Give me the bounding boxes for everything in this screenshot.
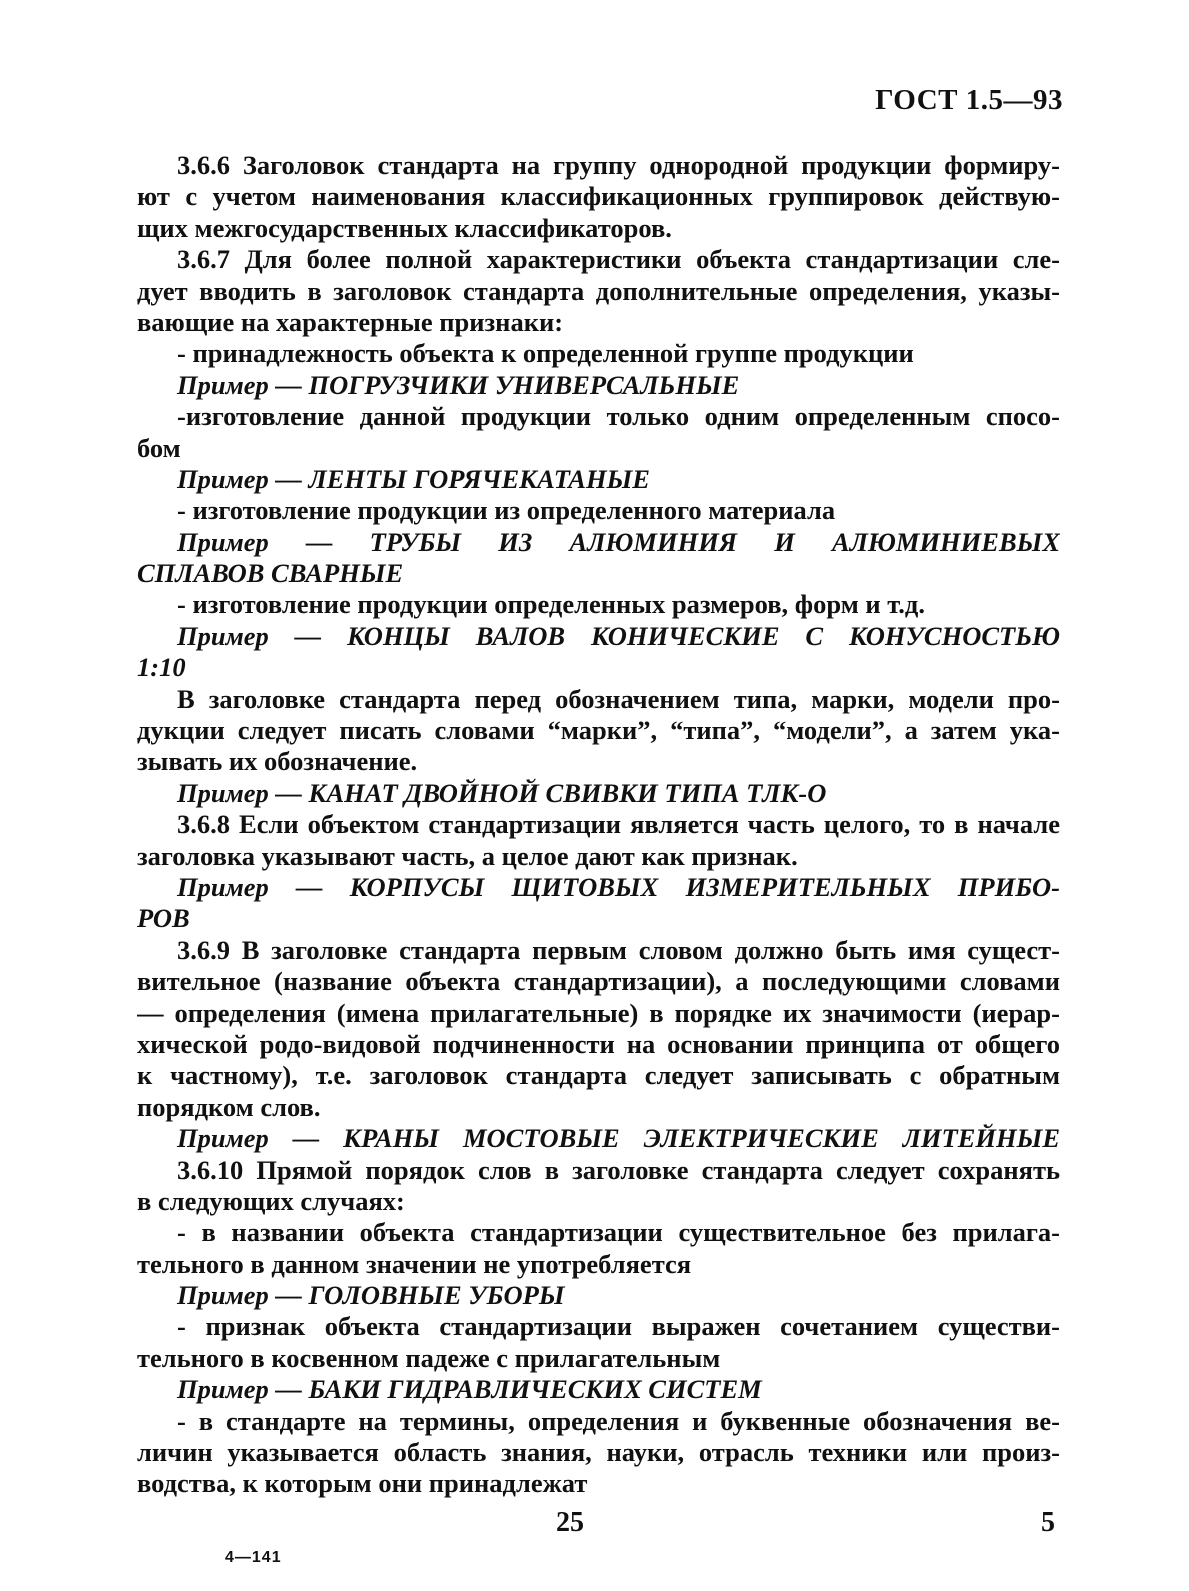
text-line: бом	[137, 432, 181, 463]
print-code: 4—141	[225, 1549, 282, 1566]
text-line: зывать их обозначение.	[137, 746, 418, 777]
text-line: 3.6.10 Прямой порядок слов в заголовке стандарта следует сохранять	[177, 1154, 1060, 1185]
text-line: — определения (имена прилагательные) в порядке их значимости (иерар-	[137, 997, 1060, 1028]
text-line: вительное (название объекта стандартизации), а последующими словами	[137, 966, 1060, 997]
text-line: - принадлежность объекта к определенной группе продукции	[177, 338, 914, 369]
text-line: дукции следует писать словами “марки”, “типа”, “модели”, а затем ука-	[137, 715, 1060, 746]
document-id-header: ГОСТ 1.5—93	[875, 84, 1063, 116]
text-line: порядком слов.	[137, 1091, 321, 1122]
example-line: Пример — ЛЕНТЫ ГОРЯЧЕКАТАНЫЕ	[177, 463, 650, 494]
text-line: к частному), т.е. заголовок стандарта следует записывать с обратным	[137, 1060, 1060, 1091]
text-line: в следующих случаях:	[137, 1185, 405, 1216]
example-line: Пример — КРАНЫ МОСТОВЫЕ ЭЛЕКТРИЧЕСКИЕ ЛИТЕЙНЫЕ	[177, 1123, 1060, 1154]
text-line: дует вводить в заголовок стандарта дополнительные определения, указы-	[137, 275, 1060, 306]
example-line: Пример — БАКИ ГИДРАВЛИЧЕСКИХ СИСТЕМ	[177, 1374, 762, 1405]
body-text	[137, 150, 1060, 1500]
text-line: -изготовление данной продукции только одним определенным спосо-	[177, 401, 1060, 432]
text-line: - в названии объекта стандартизации существительное без прилага-	[177, 1217, 1060, 1248]
example-line: 1:10	[137, 652, 186, 683]
page-number-center: 25	[556, 1507, 584, 1538]
example-line: РОВ	[137, 903, 190, 934]
example-line: Пример — КОРПУСЫ ЩИТОВЫХ ИЗМЕРИТЕЛЬНЫХ ПРИБО-	[177, 871, 1060, 902]
text-line: вающие на характерные признаки:	[137, 306, 564, 337]
text-line: 3.6.8 Если объектом стандартизации является часть целого, то в начале	[177, 809, 1060, 840]
example-line: Пример — ПОГРУЗЧИКИ УНИВЕРСАЛЬНЫЕ	[177, 369, 740, 400]
text-line: щих межгосударственных классификаторов.	[137, 212, 672, 243]
text-line: 3.6.7 Для более полной характеристики объекта стандартизации сле-	[177, 244, 1060, 275]
text-line: - изготовление продукции из определенного материала	[177, 495, 836, 526]
example-line: Пример — КОНЦЫ ВАЛОВ КОНИЧЕСКИЕ С КОНУСНОСТЬЮ	[177, 620, 1060, 651]
example-line: Пример — КАНАТ ДВОЙНОЙ СВИВКИ ТИПА ТЛК-О	[177, 777, 827, 808]
text-line: личин указывается область знания, науки, отрасль техники или произ-	[137, 1437, 1060, 1468]
text-line: - признак объекта стандартизации выражен сочетанием существи-	[177, 1311, 1060, 1342]
text-line: 3.6.9 В заголовке стандарта первым словом должно быть имя сущест-	[177, 934, 1060, 965]
example-line: Пример — ТРУБЫ ИЗ АЛЮМИНИЯ И АЛЮМИНИЕВЫХ	[177, 526, 1060, 557]
text-line: заголовка указывают часть, а целое дают как признак.	[137, 840, 798, 871]
example-line: Пример — ГОЛОВНЫЕ УБОРЫ	[177, 1280, 565, 1311]
text-line: - в стандарте на термины, определения и буквенные обозначения ве-	[177, 1405, 1060, 1436]
text-line: хической родо-видовой подчиненности на основании принципа от общего	[137, 1028, 1060, 1059]
text-line: 3.6.6 Заголовок стандарта на группу однородной продукции формиру-	[177, 150, 1060, 180]
text-line: В заголовке стандарта перед обозначением типа, марки, модели про-	[177, 683, 1060, 714]
example-line: СПЛАВОВ СВАРНЫЕ	[137, 558, 404, 589]
text-line: тельного в данном значении не употребляется	[137, 1248, 692, 1279]
text-line: ют с учетом наименования классификационных группировок действую-	[137, 181, 1060, 212]
text-line: - изготовление продукции определенных размеров, форм и т.д.	[177, 589, 925, 620]
page-number-right: 5	[1041, 1507, 1055, 1538]
text-line: водства, к которым они принадлежат	[137, 1468, 588, 1499]
text-line: тельного в косвенном падеже с прилагательным	[137, 1342, 721, 1373]
